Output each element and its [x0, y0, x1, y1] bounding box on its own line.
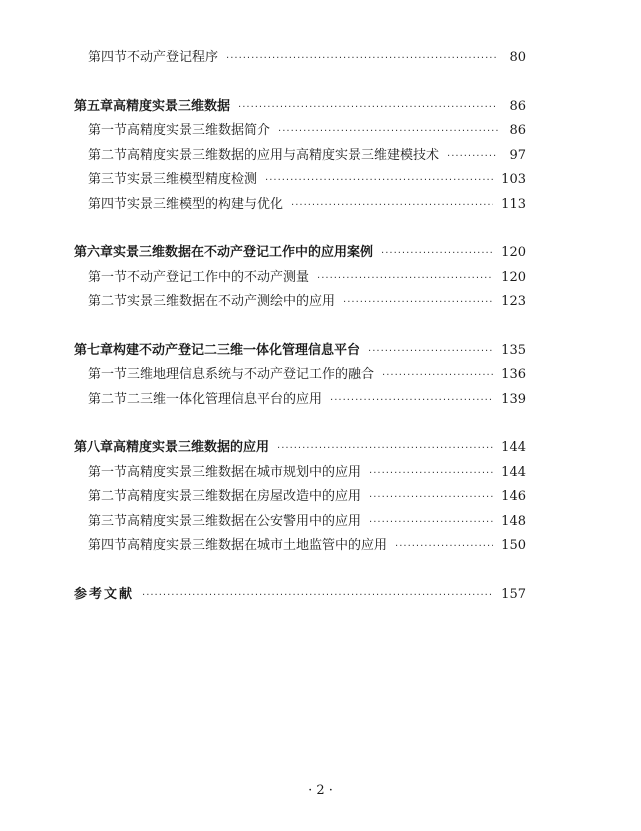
dot-leader: [382, 370, 493, 381]
section-gap: [74, 559, 526, 583]
toc-entry-title: 不动产登记工作中的不动产测量: [127, 269, 310, 285]
toc-entry-number: 第六章: [74, 245, 114, 260]
toc-entry-title: 高精度实景三维数据在城市土地监管中的应用: [127, 538, 388, 553]
toc-entry-number: 第三节: [88, 513, 128, 529]
dot-leader: [395, 541, 493, 552]
toc-entry-number: 第一节: [88, 464, 128, 480]
section-gap: [74, 315, 526, 339]
toc-entry-title: 高精度实景三维数据的应用与高精度实景三维建模技术: [127, 147, 440, 163]
dot-leader: [277, 443, 493, 454]
toc-entry-title: 实景三维模型精度检测: [127, 172, 258, 187]
toc-section-entry[interactable]: [74, 46, 526, 71]
dot-leader: [226, 53, 498, 64]
dot-leader: [291, 200, 493, 211]
toc-entry-page: 86: [509, 98, 526, 114]
dot-leader: [265, 175, 493, 186]
toc-section-entry[interactable]: [74, 363, 526, 388]
toc-section-entry[interactable]: [74, 119, 526, 144]
toc-entry-page: 148: [501, 513, 526, 529]
toc-entry-page: 157: [501, 586, 526, 602]
toc-entry-title: 实景三维模型的构建与优化: [127, 196, 284, 212]
toc-entry-page: 80: [509, 50, 526, 65]
dot-leader: [369, 492, 493, 503]
toc-entry-title: 高精度实景三维数据: [113, 98, 231, 114]
toc-section-entry[interactable]: [74, 388, 526, 413]
toc-entry-page: 136: [501, 367, 526, 382]
toc-entry-page: 123: [501, 294, 526, 309]
section-gap: [74, 217, 526, 241]
toc-entry-page: 135: [501, 342, 526, 358]
toc-entry-page: 120: [501, 269, 526, 285]
toc-chapter-entry[interactable]: [74, 436, 526, 461]
toc-entry-page: 144: [501, 440, 526, 455]
dot-leader: [278, 126, 498, 137]
toc-entry-title: 高精度实景三维数据简介: [127, 123, 271, 138]
toc-entry-title: 参考文献: [74, 586, 135, 602]
toc-entry-number: 第一节: [88, 367, 128, 382]
dot-leader: [369, 468, 493, 479]
toc-entry-number: 第二节: [88, 294, 128, 309]
toc-entry-page: 146: [501, 489, 526, 504]
page-number: · 2 ·: [308, 783, 333, 798]
section-gap: [74, 412, 526, 436]
toc-entry-page: 150: [501, 538, 526, 553]
toc-entry-page: 139: [501, 391, 526, 407]
dot-leader: [447, 151, 498, 162]
toc-entry-title: 实景三维数据在不动产登记工作中的应用案例: [113, 245, 374, 260]
table-of-contents: [74, 46, 526, 607]
toc-entry-page: 144: [501, 464, 526, 480]
toc-chapter-entry[interactable]: [74, 339, 526, 364]
toc-entry-number: 第七章: [74, 342, 114, 358]
toc-entry-number: 第二节: [88, 391, 128, 407]
toc-entry-title: 高精度实景三维数据在房屋改造中的应用: [127, 489, 362, 504]
toc-entry-title: 不动产登记程序: [127, 50, 219, 65]
toc-entry-title: 构建不动产登记二三维一体化管理信息平台: [113, 342, 361, 358]
toc-entry-number: 第一节: [88, 269, 128, 285]
toc-chapter-entry[interactable]: [74, 95, 526, 120]
toc-entry-number: 第四节: [88, 196, 128, 212]
toc-entry-page: 86: [509, 123, 526, 138]
toc-section-entry[interactable]: [74, 144, 526, 169]
toc-entry-title: 二三维一体化管理信息平台的应用: [127, 391, 323, 407]
toc-section-entry[interactable]: [74, 193, 526, 218]
toc-entry-number: 第五章: [74, 98, 114, 114]
toc-section-entry[interactable]: [74, 461, 526, 486]
dot-leader: [317, 273, 493, 284]
dot-leader: [381, 248, 493, 259]
dot-leader: [142, 590, 493, 601]
toc-section-entry[interactable]: [74, 485, 526, 510]
toc-chapter-entry[interactable]: [74, 241, 526, 266]
toc-chapter-entry[interactable]: [74, 583, 526, 608]
toc-section-entry[interactable]: [74, 510, 526, 535]
toc-entry-number: 第一节: [88, 123, 128, 138]
toc-entry-number: 第八章: [74, 440, 114, 455]
toc-entry-number: 第四节: [88, 50, 128, 65]
toc-entry-number: 第三节: [88, 172, 128, 187]
toc-entry-number: 第四节: [88, 538, 128, 553]
toc-entry-number: 第二节: [88, 147, 128, 163]
dot-leader: [369, 517, 493, 528]
toc-entry-title: 高精度实景三维数据的应用: [113, 440, 270, 455]
toc-entry-title: 高精度实景三维数据在城市规划中的应用: [127, 464, 362, 480]
toc-entry-page: 113: [501, 196, 526, 212]
section-gap: [74, 71, 526, 95]
dot-leader: [330, 395, 493, 406]
toc-entry-page: 103: [501, 172, 526, 187]
toc-section-entry[interactable]: [74, 290, 526, 315]
toc-entry-title: 实景三维数据在不动产测绘中的应用: [127, 294, 336, 309]
toc-section-entry[interactable]: [74, 266, 526, 291]
toc-entry-title: 高精度实景三维数据在公安警用中的应用: [127, 513, 362, 529]
toc-entry-title: 三维地理信息系统与不动产登记工作的融合: [127, 367, 375, 382]
toc-section-entry[interactable]: [74, 168, 526, 193]
dot-leader: [343, 297, 493, 308]
toc-entry-number: 第二节: [88, 489, 128, 504]
dot-leader: [238, 102, 498, 113]
toc-section-entry[interactable]: [74, 534, 526, 559]
dot-leader: [368, 346, 493, 357]
toc-entry-page: 97: [509, 147, 526, 163]
toc-entry-page: 120: [501, 245, 526, 260]
